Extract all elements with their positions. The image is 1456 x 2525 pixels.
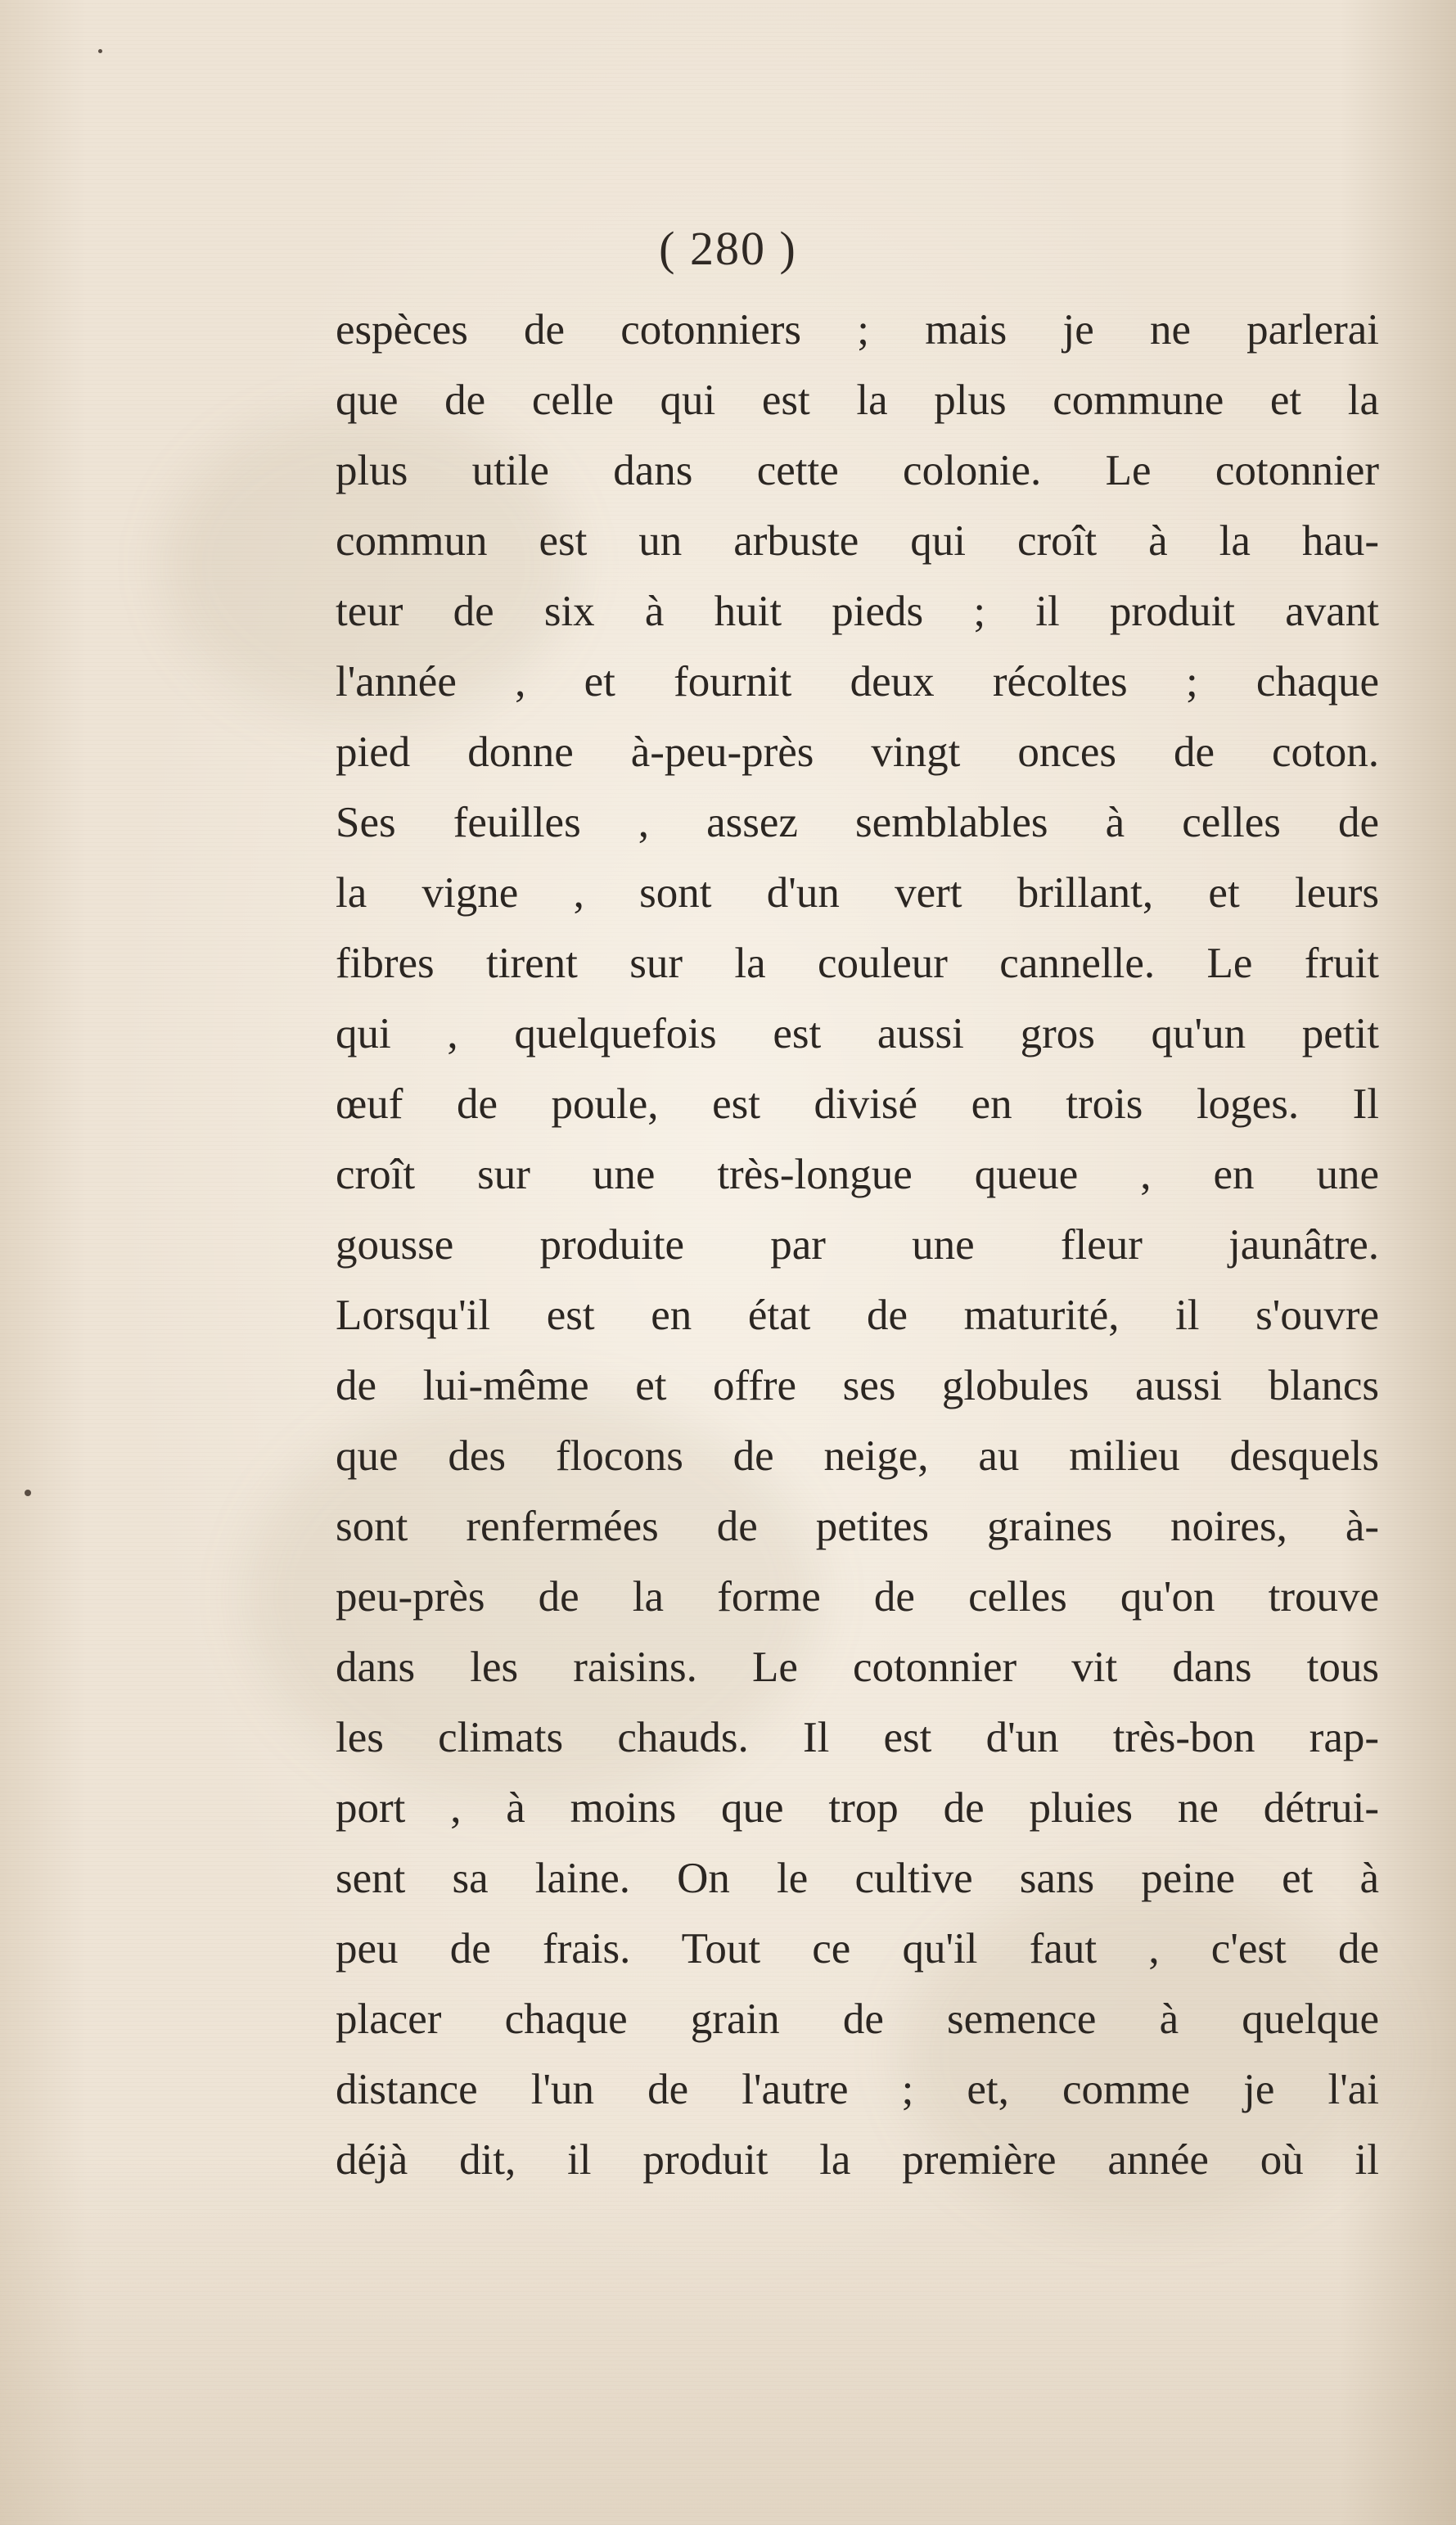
text-line: plus utile dans cette colonie. Le cotonnier bbox=[336, 447, 1379, 494]
text-line: distance l'un de l'autre ; et, comme je l'ai bbox=[336, 2066, 1379, 2113]
text-line: pied donne à-peu-près vingt onces de coton. bbox=[336, 728, 1379, 776]
text-line: sont renfermées de petites graines noires, à- bbox=[336, 1503, 1379, 1550]
text-line: port , à moins que trop de pluies ne détrui- bbox=[336, 1784, 1379, 1832]
text-line: Ses feuilles , assez semblables à celles de bbox=[336, 799, 1379, 846]
text-line: la vigne , sont d'un vert brillant, et leurs bbox=[336, 869, 1379, 917]
text-line: fibres tirent sur la couleur cannelle. Le fruit bbox=[336, 940, 1379, 987]
text-line: commun est un arbuste qui croît à la hau- bbox=[336, 517, 1379, 565]
text-line: peu de frais. Tout ce qu'il faut , c'est de bbox=[336, 1925, 1379, 1973]
text-line: croît sur une très-longue queue , en une bbox=[336, 1151, 1379, 1198]
text-line: espèces de cotonniers ; mais je ne parlerai bbox=[336, 306, 1379, 354]
text-line: que des flocons de neige, au milieu desquels bbox=[336, 1432, 1379, 1480]
text-line: dans les raisins. Le cotonnier vit dans tous bbox=[336, 1644, 1379, 1691]
text-line: les climats chauds. Il est d'un très-bon rap- bbox=[336, 1714, 1379, 1761]
text-line: œuf de poule, est divisé en trois loges. Il bbox=[336, 1080, 1379, 1128]
page-number: ( 280 ) bbox=[659, 222, 797, 275]
text-line: placer chaque grain de semence à quelque bbox=[336, 1995, 1379, 2043]
body-text bbox=[336, 295, 1379, 2195]
ink-speck bbox=[25, 1490, 31, 1496]
text-line: qui , quelquefois est aussi gros qu'un petit bbox=[336, 1010, 1379, 1057]
text-line: déjà dit, il produit la première année où il bbox=[336, 2136, 1379, 2184]
text-line: peu-près de la forme de celles qu'on trouve bbox=[336, 1573, 1379, 1621]
text-line: teur de six à huit pieds ; il produit avant bbox=[336, 588, 1379, 635]
text-line: sent sa laine. On le cultive sans peine et à bbox=[336, 1855, 1379, 1902]
text-line: Lorsqu'il est en état de maturité, il s'ouvre bbox=[336, 1292, 1379, 1339]
text-line: l'année , et fournit deux récoltes ; chaque bbox=[336, 658, 1379, 706]
text-line: de lui-même et offre ses globules aussi blancs bbox=[336, 1362, 1379, 1409]
ink-speck bbox=[98, 49, 102, 53]
text-line: que de celle qui est la plus commune et la bbox=[336, 376, 1379, 424]
text-line: gousse produite par une fleur jaunâtre. bbox=[336, 1221, 1379, 1269]
